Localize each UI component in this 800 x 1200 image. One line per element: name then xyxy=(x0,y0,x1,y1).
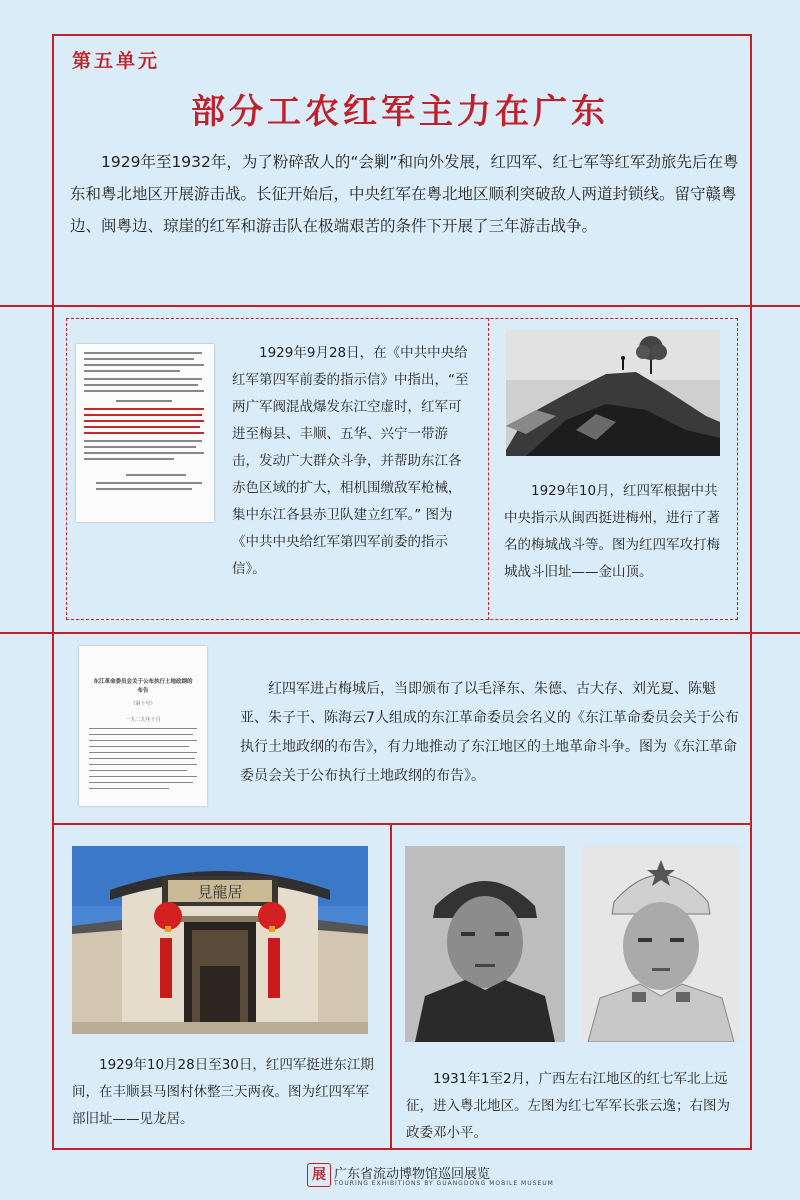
footer-title: 广东省流动博物馆巡回展览 xyxy=(334,1167,491,1182)
divider-1 xyxy=(0,305,800,307)
section1-left-text: 1929年9月28日，在《中共中央给红军第四军前委的指示信》中指出，“至两广军阀混战爆发东江空虚时，红军可进至梅县、丰顺、五华、兴宁一带游击，发动广大群众斗争，并帮助东江各赤色区域的扩大，相机围缴敌军枪械，集中东江各县赤卫队建立红军。” 图为《中共中央给红军第四军前委的指示信》。 xyxy=(232,345,469,577)
deng-xiaoping-photo xyxy=(582,846,740,1042)
footer-subtitle: TOURING EXHIBITIONS BY GUANGDONG MOBILE MUSEUM xyxy=(334,1180,554,1187)
section1-dashed-divider xyxy=(488,318,489,620)
zhang-yunyi-photo xyxy=(405,846,565,1042)
land-policy-notice-image xyxy=(79,646,207,806)
section1-right-text: 1929年10月，红四军根据中共中央指示从闽西挺进梅州，进行了著名的梅城战斗等。图为红四军攻打梅城战斗旧址——金山顶。 xyxy=(504,483,720,580)
jianlongju-plaque: 見龍居 xyxy=(197,883,243,901)
intro-paragraph: 1929年至1932年，为了粉碎敌人的“会剿”和向外发展，红四军、红七军等红军劲旅先后在粤东和粤北地区开展游击战。长征开始后，中央红军在粤北地区顺利突破敌人两道封锁线。留守赣粤边、闽粤边、琼崖的红军和游击队在极端艰苦的条件下开展了三年游击战争。 xyxy=(70,153,739,235)
divider-3 xyxy=(52,823,752,825)
unit-label: 第五单元 xyxy=(72,50,161,72)
museum-logo: 展 xyxy=(307,1163,331,1187)
section3-right-text: 1931年1至2月，广西左右江地区的红七军北上远征，进入粤北地区。左图为红七军军长张云逸；右图为政委邓小平。 xyxy=(406,1071,730,1141)
notice-doc-title: 东江革命委员会关于公布执行土地政纲的布告 xyxy=(93,679,193,694)
divider-2 xyxy=(0,632,800,634)
jinshanding-photo xyxy=(506,330,720,456)
jianlongju-photo xyxy=(72,846,368,1034)
page-title: 部分工农红军主力在广东 xyxy=(191,92,609,132)
notice-doc-date: 一九二九年十月 xyxy=(125,717,161,723)
instruction-letter-image xyxy=(76,344,214,522)
section3-left-text: 1929年10月28日至30日，红四军挺进东江期间，在丰顺县马图村休整三天两夜。图为红四军军部旧址——见龙居。 xyxy=(72,1057,374,1127)
section2-text: 红四军进占梅城后，当即颁布了以毛泽东、朱德、古大存、刘光夏、陈魁亚、朱子干、陈海云7人组成的东江革命委员会名义的《东江革命委员会关于公布执行土地政纲的布告》，有力地推动了东江地区的土地革命斗争。图为《东江革命委员会关于公布执行土地政纲的布告》。 xyxy=(240,681,739,784)
notice-doc-number: （第十号） xyxy=(130,701,156,707)
divider-vertical xyxy=(390,823,392,1150)
